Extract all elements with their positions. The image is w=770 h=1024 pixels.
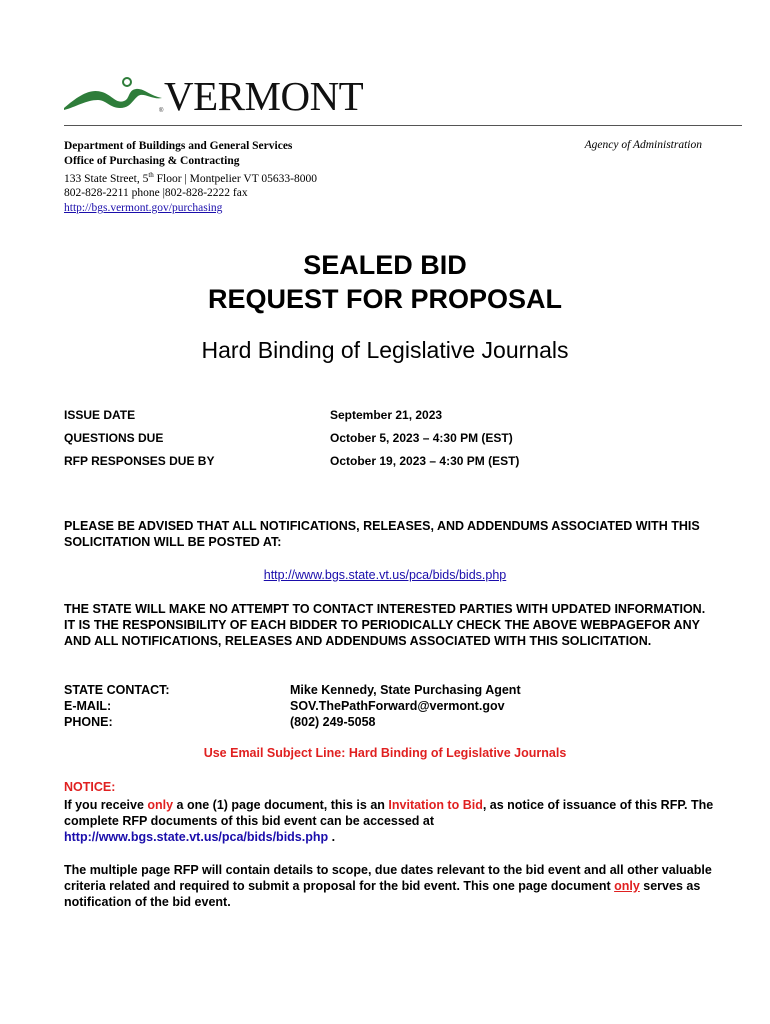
mountain-logo-icon (64, 74, 168, 114)
address: 133 State Street, 5th Floor | Montpelier VT 05633-8000 (64, 171, 317, 185)
svg-text:®: ® (159, 108, 164, 114)
advisory-text: PLEASE BE ADVISED THAT ALL NOTIFICATIONS, RELEASES, AND ADDENDUMS ASSOCIATED WITH THIS SOLICITATION WILL BE POSTED AT: (64, 519, 700, 549)
title-sealed-bid: SEALED BID (303, 250, 467, 280)
department-name: Department of Buildings and General Services (64, 140, 293, 152)
notice-paragraph-2: The multiple page RFP will contain details to scope, due dates relevant to the bid event and all other valuable criteria related and required to submit a proposal for the bid event. This one page document only serves as notification of the bid event. (64, 863, 712, 909)
bids-page-link[interactable]: http://www.bgs.state.vt.us/pca/bids/bids.php (263, 568, 507, 582)
logo-wordmark: VERMONT (164, 73, 364, 119)
office-name: Office of Purchasing & Contracting (64, 154, 240, 167)
email-subject-instruction: Use Email Subject Line: Hard Binding of Legislative Journals (203, 746, 567, 760)
purchasing-website-link[interactable]: http://bgs.vermont.gov/purchasing (64, 201, 223, 214)
notice-heading: NOTICE: (64, 780, 116, 794)
title-rfp: REQUEST FOR PROPOSAL (207, 284, 563, 314)
vermont-logo (64, 70, 364, 119)
notice-paragraph-1: If you receive only a one (1) page document, this is an Invitation to Bid, as notice of issuance of this RFP. The complete RFP documents of this bid event can be accessed at http://www.bgs.state.vt.us/pca/bids/bids.php . (64, 798, 714, 844)
header-divider (64, 125, 742, 126)
contact-email[interactable]: SOV.ThePathForward@vermont.gov (290, 699, 505, 713)
state-notice-text: THE STATE WILL MAKE NO ATTEMPT TO CONTACT INTERESTED PARTIES WITH UPDATED INFORMATION. IT IS THE RESPONSIBILITY OF EACH BIDDER TO PERIODICALLY CHECK THE ABOVE WEBPAGEFOR ANY AND ALL NOTIFICATIONS, RELEASES AND ADDENDUMS ASSOCIATED WITH THIS SOLICITATION. (64, 602, 706, 648)
agency-name: Agency of Administration (584, 139, 702, 151)
rfp-subject: Hard Binding of Legislative Journals (201, 337, 569, 363)
notice-bids-link[interactable]: http://www.bgs.state.vt.us/pca/bids/bids.php (64, 830, 329, 844)
phone-fax: 802-828-2211 phone |802-828-2222 fax (64, 187, 248, 200)
department-info (64, 139, 317, 215)
